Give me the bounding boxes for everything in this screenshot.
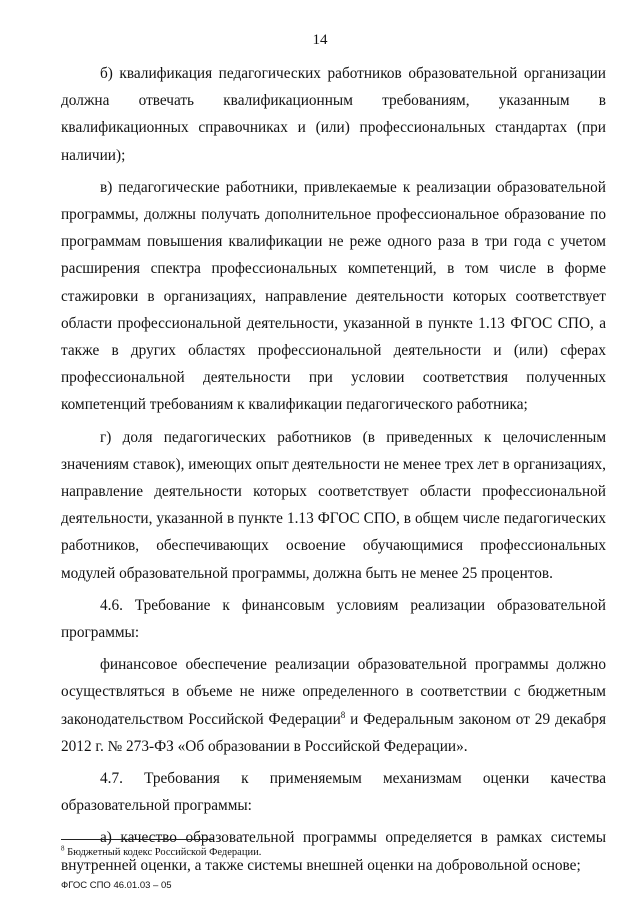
- section-4-7-heading: 4.7. Требования к применяемым механизмам оценки качества образовательной программы:: [61, 770, 606, 815]
- financing-text-part-1: финансовое обеспечение реализации образовательной программы должно осуществляться в объеме не ниже определенного в соответствии с бюджетным законодательством Российской Федерации: [61, 656, 606, 728]
- paragraph-v: в) педагогические работники, привлекаемые к реализации образовательной программы, должны получать дополнительное профессиональное образование по программам повышения квалификации не реже одного раза в три года с учетом расширения спектра профессиональных компетенций, в том числе в форме стажировки в организациях, направление деятельности которых соответствует области профессиональной деятельности, указанной в пункте 1.13 ФГОС СПО, а также в других областях профессиональной деятельности и (или) сферах профессиональной деятельности при условии соответствия полученных компетенций требованиям к квалификации педагогического работника;: [61, 178, 606, 414]
- section-4-6-heading: 4.6. Требование к финансовым условиям реализации образовательной программы:: [61, 596, 606, 642]
- document-code: ФГОС СПО 46.01.03 – 05: [61, 880, 172, 891]
- paragraph-g: г) доля педагогических работников (в приведенных к целочисленным значениям ставок), имеющих опыт деятельности не менее трех лет в организациях, направление деятельности которых соответствует области профессиональной деятельности, указанной в пункте 1.13 ФГОС СПО, в общем числе педагогических работников, обеспечивающих освоение обучающимися профессиональных модулей образовательной программы, должна быть не менее 25 процентов.: [61, 428, 606, 582]
- paragraph-b: б) квалификация педагогических работников образовательной организации должна отвечать квалификационным требованиям, указанным в квалификационных справочниках и (или) профессиональных стандартах (при наличии);: [61, 65, 606, 164]
- paragraph-a: а) качество образовательной программы определяется в рамках системы внутренней оценки, а также системы внешней оценки на добровольной основе;: [61, 829, 606, 874]
- footnote-mark: 8: [61, 844, 65, 853]
- paragraph-financing: [61, 651, 606, 760]
- page-number: 14: [312, 32, 328, 48]
- financing-text-part-2: и Федеральным законом от 29 декабря 2012 г. № 273-ФЗ «Об образовании в Российской Федерации».: [61, 710, 606, 755]
- footnote-divider: [61, 839, 213, 840]
- document-body: [61, 60, 606, 879]
- footnote-text: Бюджетный кодекс Российской Федерации.: [64, 847, 262, 858]
- footnote: [61, 846, 261, 860]
- footnote-reference: 8: [340, 709, 346, 720]
